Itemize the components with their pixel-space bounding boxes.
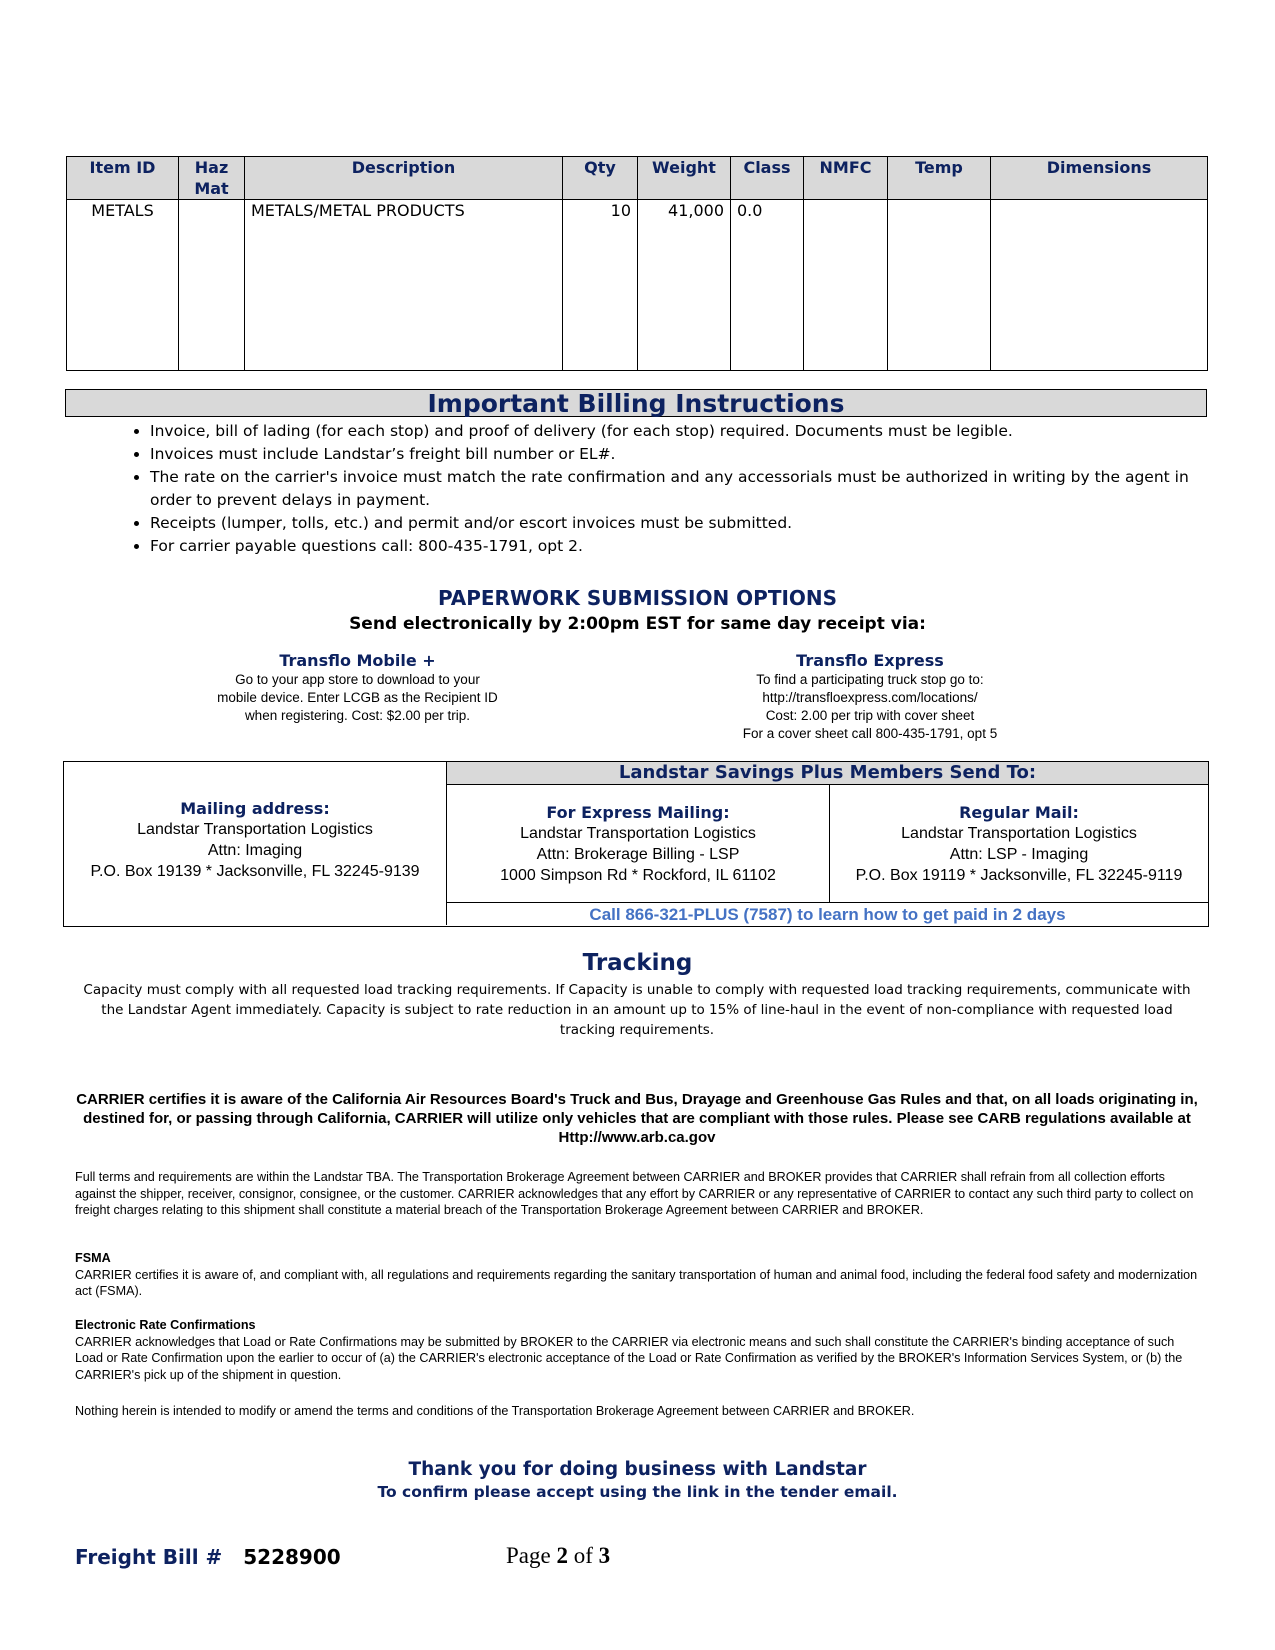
erc-title: Electronic Rate Confirmations [75,1318,256,1332]
page-number [506,1543,610,1569]
cell-class: 0.0 [731,200,804,371]
list-item: • Invoices must include Landstar’s freight bill number or EL#. [150,443,1205,466]
page-current: 2 [556,1543,568,1568]
list-item: • Invoice, bill of lading (for each stop) and proof of delivery (for each stop) required. Documents must be legible. [150,420,1205,443]
cell-item-id: METALS [67,200,179,371]
col-class: Class [731,157,804,200]
regular-mail-line: Landstar Transportation Logistics [901,825,1137,842]
list-item: • Receipts (lumper, tolls, etc.) and permit and/or escort invoices must be submitted. [150,512,1205,535]
freight-bill [75,1545,341,1569]
transflo-mobile-title: Transflo Mobile + [279,651,436,670]
transflo-express-title: Transflo Express [796,651,944,670]
page-word: Page [506,1543,551,1568]
regular-mail-title: Regular Mail: [959,803,1079,822]
cell-description: METALS/METAL PRODUCTS [245,200,563,371]
billing-title: Important Billing Instructions [65,389,1207,417]
transflo-express-line: Cost: 2.00 per trip with cover sheet [765,708,975,723]
billing-list [110,420,1205,558]
cell-nmfc [804,200,888,371]
col-haz-mat: Haz Mat [179,157,245,200]
express-mailing [447,785,830,902]
tracking-title: Tracking [582,950,693,976]
mailing-address-title: Mailing address: [180,799,330,818]
tracking-text: Capacity must comply with all requested load tracking requirements. If Capacity is unable to comply with requested load tracking requirements, communicate with the Landstar Agent immediately. Capacity is subject to rate reduction in an amount up to 15% of line-haul in the event of non-compliance with requested load tracking requirements. [83,982,1191,1038]
cell-qty: 10 [563,200,638,371]
cell-haz-mat [179,200,245,371]
page-of: of [573,1543,593,1568]
erc-text: CARRIER acknowledges that Load or Rate Confirmations may be submitted by BROKER to the CARRIER via electronic means and such shall constitute the CARRIER's binding acceptance of such Load or Rate Confirmation upon the earlier to occur of (a) the CARRIER's electronic acceptance of the Load or Rate Confirmation as verified by the BROKER's Information Services System, or (b) the CARRIER's pick up of the shipment in question. [75,1334,1183,1382]
list-item: • The rate on the carrier's invoice must match the rate confirmation and any accessorials must be authorized in writing by the agent in order to prevent delays in payment. [150,466,1205,512]
transflo-mobile-line: Go to your app store to download to your [235,672,480,687]
col-item-id: Item ID [67,157,179,200]
freight-bill-number: 5228900 [243,1545,341,1569]
express-mailing-line: Attn: Brokerage Billing - LSP [536,846,740,863]
terms-text: Full terms and requirements are within the Landstar TBA. The Transportation Brokerage Agreement between CARRIER and BROKER provides that CARRIER shall refrain from all collection efforts against the shipper, receiver, consignor, consignee, or the customer. CARRIER acknowledges that any effort by CARRIER or any representative of CARRIER to contact any such third party to collect on freight charges relating to this shipment shall constitute a material breach of the Transportation Brokerage Agreement between CARRIER and BROKER. [75,1170,1194,1217]
col-qty: Qty [563,157,638,200]
regular-mail [830,785,1208,902]
col-weight: Weight [638,157,731,200]
table-row [67,200,1208,371]
nothing-herein-text: Nothing herein is intended to modify or amend the terms and conditions of the Transportation Brokerage Agreement between CARRIER and BROKER. [75,1404,915,1418]
freight-bill-label: Freight Bill # [75,1545,223,1569]
transflo-mobile-line: when registering. Cost: $2.00 per trip. [244,708,471,723]
items-table [66,156,1208,371]
col-description: Description [245,157,563,200]
table-header-row [67,157,1208,200]
transflo-express-option [700,651,1040,743]
col-temp: Temp [888,157,991,200]
thank-you-line: Thank you for doing business with Landstar [408,1459,867,1480]
transflo-express-line: For a cover sheet call 800-435-1791, opt 5 [742,726,998,741]
savings-plus-title: Landstar Savings Plus Members Send To: [447,762,1208,785]
carb-notice: CARRIER certifies it is aware of the California Air Resources Board's Truck and Bus, Drayage and Greenhouse Gas Rules and that, on all loads originating in, destined for, or passing through California, CARRIER will utilize only vehicles that are compliant with those rules. Please see CARB regulations available at Http://www.arb.ca.gov [76,1091,1198,1146]
mailing-address-line: P.O. Box 19139 * Jacksonville, FL 32245-9139 [90,863,420,880]
mailing-address-line: Attn: Imaging [207,842,303,859]
regular-mail-line: P.O. Box 19119 * Jacksonville, FL 32245-9119 [855,867,1183,884]
transflo-mobile-option [180,651,535,725]
list-item: • For carrier payable questions call: 800-435-1791, opt 2. [150,535,1205,558]
confirm-line: To confirm please accept using the link in the tender email. [377,1483,898,1501]
savings-plus-call-text: Call 866-321-PLUS (7587) to learn how to get paid in 2 days [447,902,1208,926]
express-mailing-line: 1000 Simpson Rd * Rockford, IL 61102 [500,867,776,884]
mailing-box [63,761,1209,927]
fsma-text: CARRIER certifies it is aware of, and compliant with, all regulations and requirements regarding the sanitary transportation of human and animal food, including the federal food safety and modernization act (FSMA). [75,1267,1198,1298]
transflo-mobile-line: mobile device. Enter LCGB as the Recipient ID [217,690,498,705]
fsma-title: FSMA [75,1251,111,1265]
col-nmfc: NMFC [804,157,888,200]
cell-temp [888,200,991,371]
fsma-section [75,1250,1203,1300]
transflo-express-line: To find a participating truck stop go to: [756,672,984,687]
express-mailing-line: Landstar Transportation Logistics [520,825,756,842]
mailing-address [64,762,447,925]
page-total: 3 [598,1543,611,1568]
cell-weight: 41,000 [638,200,731,371]
regular-mail-line: Attn: LSP - Imaging [949,846,1089,863]
cell-dimensions [991,200,1208,371]
mailing-address-line: Landstar Transportation Logistics [137,821,373,838]
express-mailing-title: For Express Mailing: [546,803,730,822]
paperwork-subtitle: Send electronically by 2:00pm EST for same day receipt via: [349,614,926,634]
erc-section [75,1317,1203,1383]
paperwork-title: PAPERWORK SUBMISSION OPTIONS [437,586,838,610]
transflo-express-link[interactable]: http://transfloexpress.com/locations/ [762,690,978,705]
col-dimensions: Dimensions [991,157,1208,200]
